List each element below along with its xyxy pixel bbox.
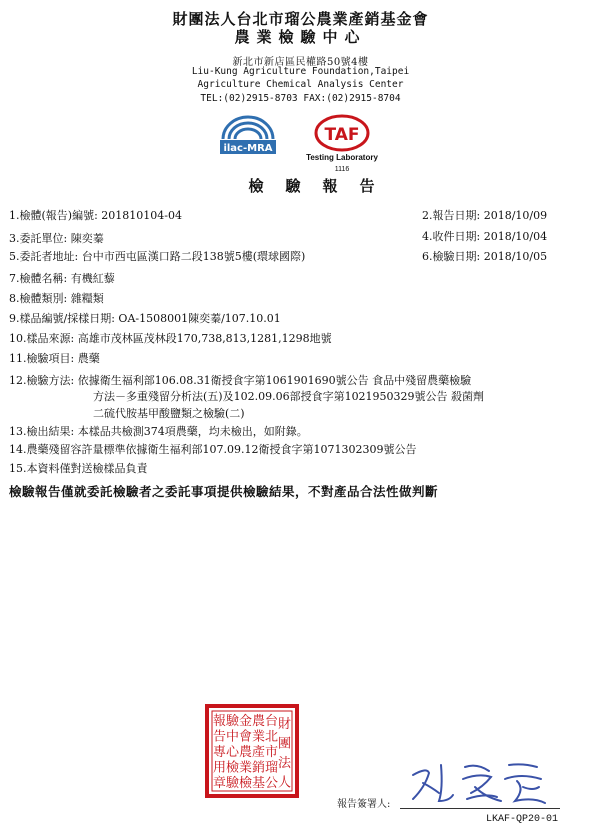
taf-logo-text: TAF xyxy=(324,125,360,145)
address: 新北市新店區民權路50號4樓 xyxy=(232,57,369,68)
field-sample-id-date: 9.樣品編號/採樣日期: OA-1508001陳奕蓁/107.10.01 xyxy=(9,312,281,325)
seal-glyph: 公 xyxy=(264,776,279,792)
seal-glyph: 北 xyxy=(264,729,279,745)
field-test-method: 12.檢驗方法: 依據衛生福利部106.08.31衛授食字第1061901690號公告 食品中殘留農藥檢驗 xyxy=(9,374,472,387)
field-client: 3.委託單位: 陳奕蓁 xyxy=(9,232,104,245)
field-residue-standard: 14.農藥殘留容許量標準依據衛生福利部107.09.12衛授食字第1071302309號公告 xyxy=(9,443,417,456)
signature-line xyxy=(400,808,560,809)
seal-glyph: 檢 xyxy=(225,760,240,776)
dept-name-en: Agriculture Chemical Analysis Center xyxy=(197,79,404,90)
seal-glyph: 財 xyxy=(277,717,292,732)
document-code: LKAF-QP20-01 xyxy=(486,814,559,825)
seal-glyph: 產 xyxy=(251,745,266,760)
test-date: 6.檢驗日期: 2018/10/05 xyxy=(422,250,548,263)
seal-glyph: 驗 xyxy=(225,776,240,792)
taf-number: 1116 xyxy=(334,166,350,173)
field-sample-number: 1.檢體(報告)編號: 201810104-04 xyxy=(9,209,182,222)
seal-glyph: 業 xyxy=(238,760,253,776)
seal-glyph: 用 xyxy=(212,760,227,776)
org-name-en: Liu-Kung Agriculture Foundation,Taipei xyxy=(191,66,410,77)
seal-glyph: 基 xyxy=(251,776,266,792)
seal-glyph: 人 xyxy=(277,775,292,791)
field-client-address: 5.委託者地址: 台中市西屯區漢口路二段138號5樓(環球國際) xyxy=(9,250,306,263)
seal-glyph: 法 xyxy=(277,756,292,771)
seal-glyph: 農 xyxy=(238,745,253,760)
seal-glyph: 金 xyxy=(238,713,253,729)
seal-glyph: 台 xyxy=(264,713,279,729)
signature xyxy=(405,757,555,809)
field-sample-source: 10.樣品來源: 高雄市茂林區茂林段170,738,813,1281,1298地號 xyxy=(9,332,332,345)
seal-glyph: 章 xyxy=(212,776,227,792)
seal-glyph: 告 xyxy=(212,729,227,745)
disclaimer: 檢驗報告僅就委託檢驗者之委託事項提供檢驗結果，不對產品合法性做判斷 xyxy=(9,484,439,499)
dept-name: 農業檢驗中心 xyxy=(234,28,367,46)
field-sample-category: 8.檢體類別: 雜糧類 xyxy=(9,292,104,305)
org-name: 財團法人台北市瑠公農業產銷基金會 xyxy=(172,10,429,28)
field-sample-name: 7.檢體名稱: 有機紅藜 xyxy=(9,272,115,285)
signer-label: 報告簽署人: xyxy=(337,799,391,810)
tel-fax: TEL:(02)2915-8703 FAX:(02)2915-8704 xyxy=(200,93,401,104)
seal-glyph: 會 xyxy=(238,729,253,745)
seal-glyph: 農 xyxy=(251,713,266,729)
report-date: 2.報告日期: 2018/10/09 xyxy=(422,209,548,222)
ilac-logo-text: ilac-MRA xyxy=(223,143,273,154)
received-date: 4.收件日期: 2018/10/04 xyxy=(422,230,548,243)
seal-glyph: 檢 xyxy=(238,776,253,792)
field-test-item: 11.檢驗項目: 農藥 xyxy=(9,352,100,365)
seal-glyph: 專 xyxy=(212,745,227,760)
seal-glyph: 市 xyxy=(264,745,279,760)
official-seal xyxy=(205,704,299,798)
seal-glyph: 中 xyxy=(225,729,240,745)
field-result: 13.檢出結果: 本樣品共檢測374項農藥，均未檢出，如附錄。 xyxy=(9,425,308,438)
seal-glyph: 報 xyxy=(212,713,227,729)
seal-glyph: 銷 xyxy=(251,760,266,776)
test-method-line-2: 方法－多重殘留分析法(五)及102.09.06部授食字第1021950329號公告 殺菌劑 xyxy=(93,390,485,403)
ilac-mra-logo xyxy=(217,113,279,163)
seal-glyph: 心 xyxy=(225,745,240,760)
seal-glyph: 團 xyxy=(277,736,292,752)
seal-glyph: 瑠 xyxy=(264,760,279,776)
report-title: 檢驗報告 xyxy=(248,177,397,195)
taf-logo xyxy=(302,113,382,175)
seal-glyph: 驗 xyxy=(225,713,240,729)
taf-caption: Testing Laboratory xyxy=(306,153,378,162)
test-method-line-3: 二硫代胺基甲酸鹽類之檢驗(二) xyxy=(93,407,245,420)
field-responsibility: 15.本資料僅對送檢樣品負責 xyxy=(9,462,148,475)
seal-glyph: 業 xyxy=(251,729,266,745)
